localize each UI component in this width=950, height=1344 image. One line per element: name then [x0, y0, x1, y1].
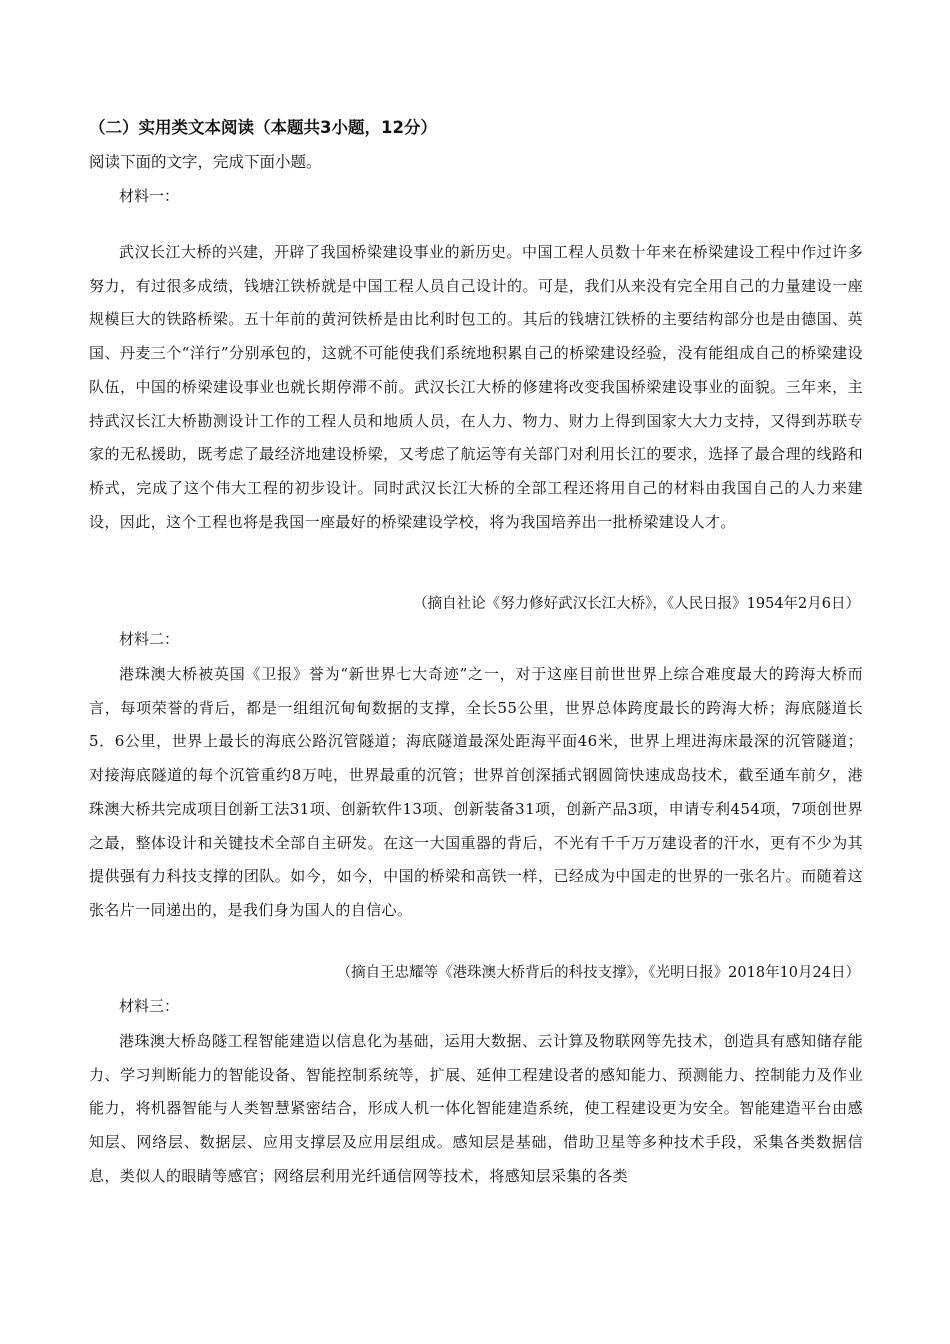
material-2-source: （摘自王忠耀等《港珠澳大桥背后的科技支撑》，《光明日报》2018年10月24日）	[336, 965, 860, 981]
material-1-source: （摘自社论《努力修好武汉长江大桥》，《人民日报》1954年2月6日）	[413, 596, 860, 612]
material-2-label: 材料二：	[119, 630, 180, 648]
material-3-text: 港珠澳大桥岛隧工程智能建造以信息化为基础，运用大数据、云计算及物联网等先技术，创造具有感知储存能力、学习判断能力的智能设备、智能控制系统等，扩展、延伸工程建设者的感知能力、预测能力、控制能力及作业能力，将机器智能与人类智慧紧密结合，形成人机一体化智能建造系统，使工程建设更为安全。智能建造平台由感知层、网络层、数据层、应用支撑层及应用层组成。感知层是基础，借助卫星等多种技术手段，采集各类数据信息，类似人的眼睛等感官；网络层利用光纤通信网等技术，将感知层采集的各类	[89, 1032, 863, 1185]
material-2-text: 港珠澳大桥被英国《卫报》誉为“新世界七大奇迹”之一，对于这座目前世世界上综合难度最大的跨海大桥而言，每项荣誉的背后，都是一组组沉甸甸数据的支撑，全长55公里，世界总体跨度最长的跨海大桥；海底隧道长5．6公里，世界上最长的海底公路沉管隧道；海底隧道最深处距海平面46米，世界上埋进海床最深的沉管隧道；对接海底隧道的每个沉管重约8万吨，世界最重的沉管；世界首创深插式钢圆筒快速成岛技术，截至通车前夕，港珠澳大桥共完成项目创新工法31项、创新软件13项、创新装备31项，创新产品3项，申请专利454项，7项创世界之最，整体设计和关键技术全部自主研发。在这一大国重器的背后，不光有千千万万建设者的汗水，更有不少为其提供强有力科技支撑的团队。如今，如今，中国的桥梁和高铁一样，已经成为中国走的世界的一张名片。而随着这张名片一同递出的，是我们身为国人的自信心。	[89, 665, 863, 919]
material-1-text: 武汉长江大桥的兴建，开辟了我国桥梁建设事业的新历史。中国工程人员数十年来在桥梁建设工程中作过许多努力，有过很多成绩，钱塘江铁桥就是中国工程人员自己设计的。可是，我们从来没有完全用自己的力量建设一座规模巨大的铁路桥梁。五十年前的黄河铁桥是由比利时包工的。其后的钱塘江铁桥的主要结构部分也是由德国、英国、丹麦三个“洋行”分别承包的，这就不可能使我们系统地积累自己的桥梁建设经验，没有能组成自己的桥梁建设队伍，中国的桥梁建设事业也就长期停滞不前。武汉长江大桥的修建将改变我国桥梁建设事业的面貌。三年来，主持武汉长江大桥勘测设计工作的工程人员和地质人员，在人力、物力、财力上得到国家大大力支持，又得到苏联专家的无私援助，既考虑了最经济地建设桥梁，又考虑了航运等有关部门对利用长江的要求，选择了最合理的线路和桥式，完成了这个伟大工程的初步设计。同时武汉长江大桥的全部工程还将用自己的材料由我国自己的人力来建设，因此，这个工程也将是我国一座最好的桥梁建设学校，将为我国培养出一批桥梁建设人才。	[89, 243, 863, 531]
instruction-text: 阅读下面的文字，完成下面小题。	[89, 153, 322, 171]
material-1-label: 材料一：	[119, 187, 180, 205]
section-title: （二）实用类文本阅读（本题共3小题，12分）	[89, 118, 437, 137]
material-3-label: 材料三：	[119, 997, 180, 1015]
